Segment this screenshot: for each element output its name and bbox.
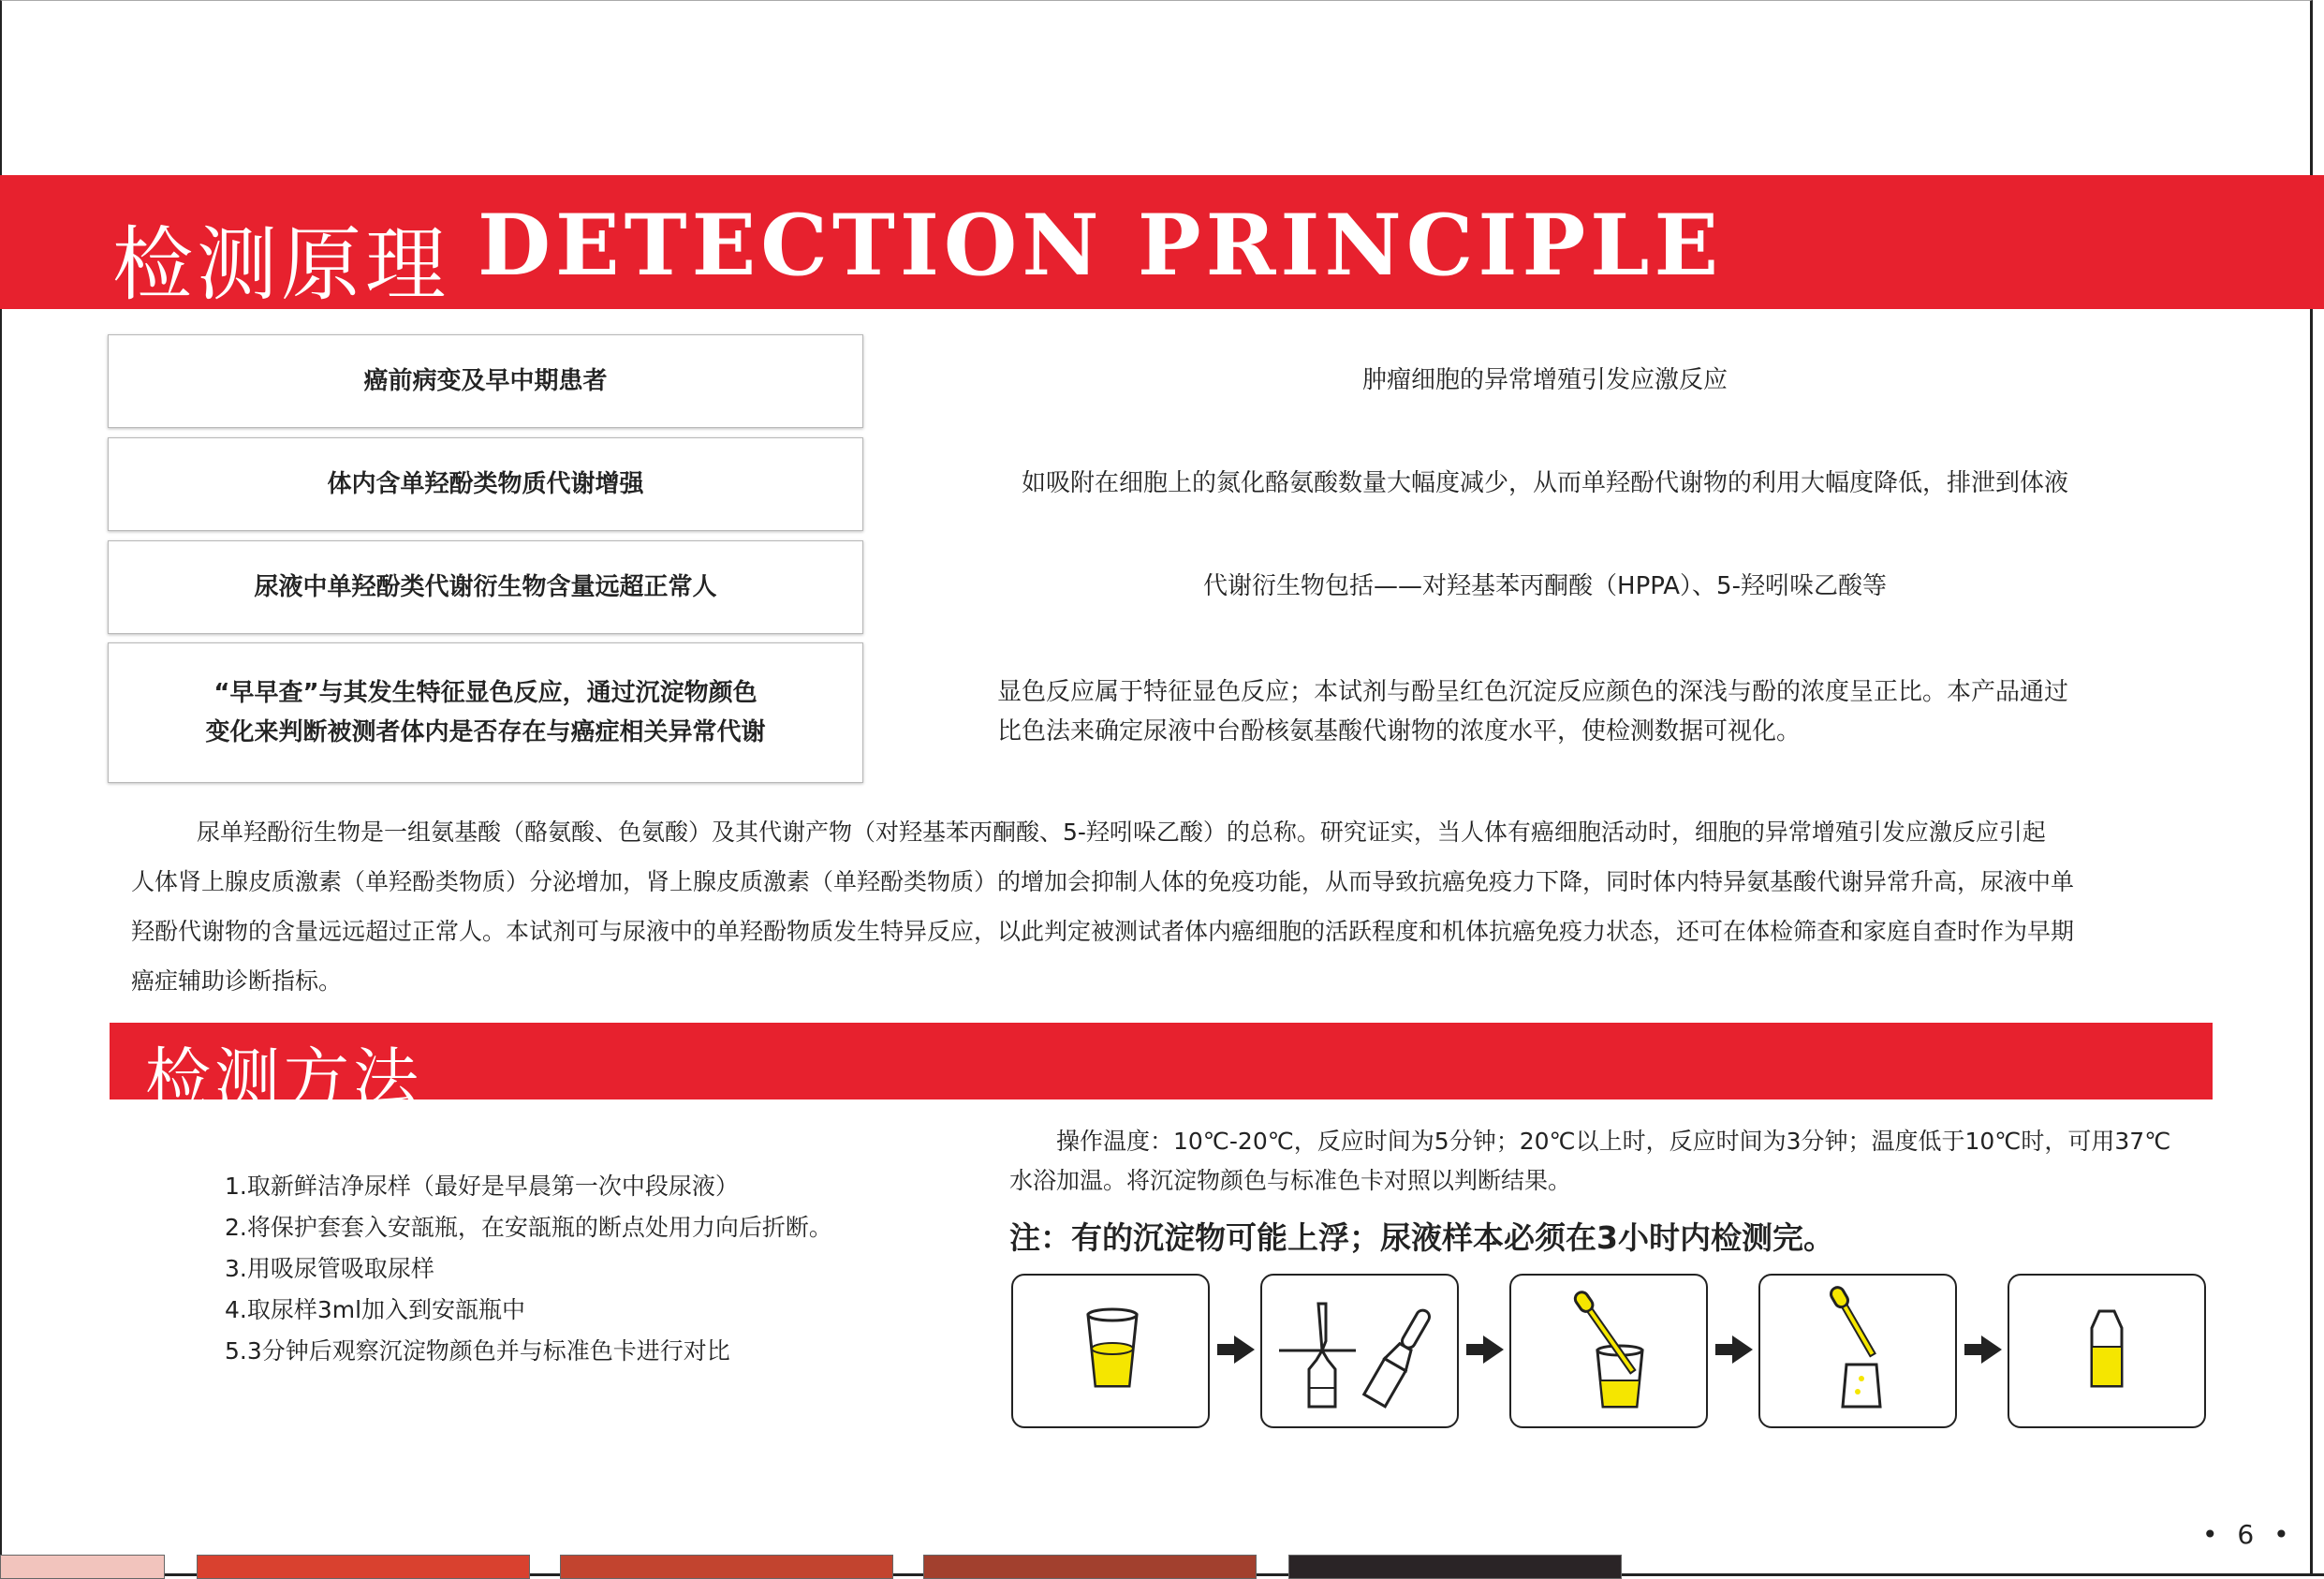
step-1: 1.取新鲜洁净尿样（最好是早晨第一次中段尿液）: [225, 1173, 739, 1200]
arrow-icon-1: [1217, 1336, 1255, 1364]
principle-row-3-box: [108, 540, 863, 634]
operation-line-2: 水浴加温。将沉淀物颜色与标准色卡对照以判断结果。: [1009, 1167, 1572, 1194]
panel-4: [1758, 1274, 1957, 1428]
color-swatch-4: [923, 1555, 1257, 1579]
principle-row-1-desc: 肿瘤细胞的异常增殖引发应激反应: [1361, 366, 1728, 394]
method-steps: [225, 1166, 832, 1372]
panel-1: [1011, 1274, 1210, 1428]
principle-row-4-desc: [997, 672, 2068, 751]
urine-cup-icon: [1013, 1276, 1208, 1426]
warning-note: 注：有的沉淀物可能上浮；尿液样本必须在3小时内检测完。: [1009, 1219, 1834, 1256]
paragraph-line-1: 尿单羟酚衍生物是一组氨基酸（酪氨酸、色氨酸）及其代谢产物（对羟基苯丙酮酸、5-羟吲哚乙酸）的总称。研究证实，当人体有癌细胞活动时，细胞的异常增殖引发应激反应引起: [197, 819, 2046, 846]
operation-conditions: [1009, 1122, 2217, 1201]
page-number: • 6 •: [2202, 1519, 2295, 1550]
color-swatch-5: [1288, 1555, 1622, 1579]
paragraph-line-3: 羟酚代谢物的含量远远超过正常人。本试剂可与尿液中的单羟酚物质发生特异反应，以此判定被测试者体内癌细胞的活跃程度和机体抗癌免疫力状态，还可在体检筛查和家庭自查时作为早期: [131, 918, 2075, 945]
arrow-icon-3: [1715, 1336, 1753, 1364]
banner-title-en: DETECTION PRINCIPLE: [478, 196, 1724, 295]
principle-row-1-label: 癌前病变及早中期患者: [363, 367, 608, 395]
pipette-dispense-icon: [1760, 1276, 1955, 1426]
color-swatch-3: [560, 1555, 893, 1579]
principle-row-1-box: [108, 334, 863, 428]
principle-row-4-label-line2: 变化来判断被测者体内是否存在与癌症相关异常代谢: [205, 718, 766, 746]
principle-row-3-desc: 代谢衍生物包括——对羟基苯丙酮酸（HPPA）、5-羟吲哚乙酸等: [1203, 572, 1887, 600]
panel-5: [2008, 1274, 2206, 1428]
principle-row-2-desc: 如吸附在细胞上的氮化酪氨酸数量大幅度减少，从而单羟酚代谢物的利用大幅度降低，排泄到体液: [1021, 469, 2068, 497]
arrow-icon-4: [1964, 1336, 2002, 1364]
step-3: 3.用吸尿管吸取尿样: [225, 1255, 434, 1282]
step-5: 5.3分钟后观察沉淀物颜色并与标准色卡进行对比: [225, 1337, 730, 1365]
pipette-draw-icon: [1511, 1276, 1706, 1426]
page-number-value: 6: [2237, 1519, 2260, 1550]
ampoule-break-icon: [1262, 1276, 1457, 1426]
principle-row-4-desc-line2: 比色法来确定尿液中台酚核氨基酸代谢物的浓度水平，使检测数据可视化。: [997, 717, 1802, 745]
panel-3: [1509, 1274, 1708, 1428]
principle-row-2-box: [108, 437, 863, 531]
vial-result-icon: [2009, 1276, 2204, 1426]
color-swatch-1: [0, 1555, 165, 1579]
paragraph-line-4: 癌症辅助诊断指标。: [131, 967, 343, 995]
principle-row-3-label: 尿液中单羟酚类代谢衍生物含量远超正常人: [254, 573, 717, 601]
step-2: 2.将保护套套入安瓿瓶，在安瓿瓶的断点处用力向后折断。: [225, 1214, 832, 1241]
arrow-icon-2: [1466, 1336, 1504, 1364]
banner-title-zh: 检测原理: [112, 218, 449, 312]
operation-line-1: 操作温度：10℃-20℃，反应时间为5分钟；20℃以上时，反应时间为3分钟；温度低于10℃时，可用37℃: [1056, 1128, 2171, 1155]
principle-row-4-label-line1: “早早查”与其发生特征显色反应，通过沉淀物颜色: [213, 679, 758, 707]
paragraph-line-2: 人体肾上腺皮质激素（单羟酚类物质）分泌增加，肾上腺皮质激素（单羟酚类物质）的增加会抑制人体的免疫功能，从而导致抗癌免疫力下降，同时体内特异氨基酸代谢异常升高，尿液中单: [131, 868, 2075, 895]
panel-2: [1260, 1274, 1459, 1428]
principle-row-4-desc-line1: 显色反应属于特征显色反应；本试剂与酚呈红色沉淀反应颜色的深浅与酚的浓度呈正比。本产品通过: [997, 678, 2069, 706]
principle-row-4-box: [108, 642, 863, 783]
detection-principle-banner: [0, 175, 2324, 312]
color-swatch-2: [197, 1555, 530, 1579]
step-4: 4.取尿样3ml加入到安瓿瓶中: [225, 1296, 526, 1323]
principle-row-2-label: 体内含单羟酚类物质代谢增强: [327, 470, 644, 498]
principle-paragraph: [131, 807, 2200, 1006]
detection-method-banner: [110, 1023, 2213, 1117]
banner2-title-zh: 检测方法: [145, 1040, 422, 1117]
